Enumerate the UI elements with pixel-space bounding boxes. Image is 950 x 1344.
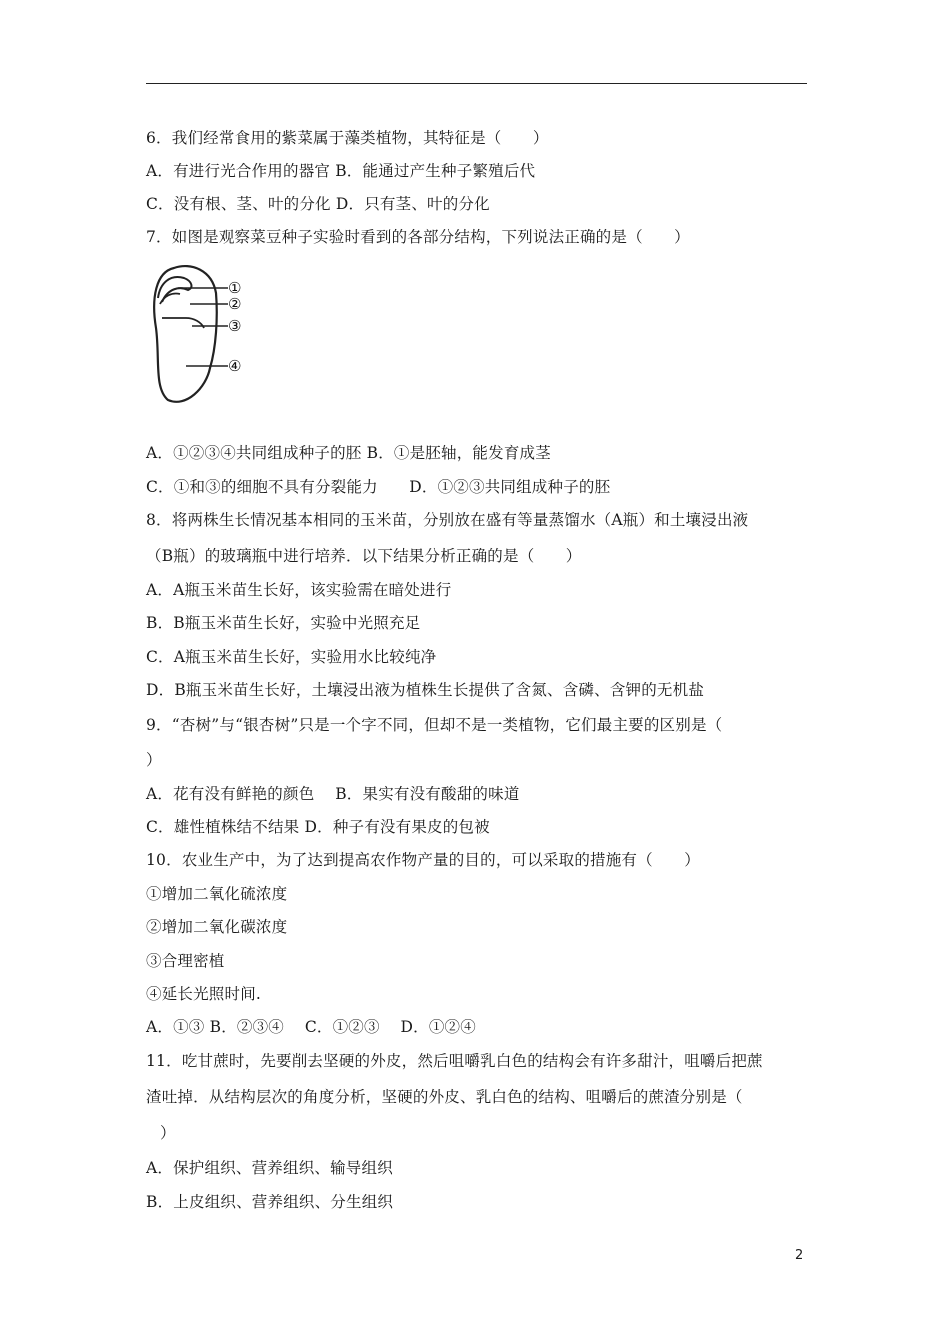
- header-rule: [146, 83, 807, 84]
- seed-outline: [154, 266, 217, 402]
- q11-option-a: A．保护组织、营养组织、输导组织: [146, 1159, 393, 1177]
- q6-options-ab: A．有进行光合作用的器官 B．能通过产生种子繁殖后代: [146, 162, 536, 180]
- q7-stem: 7．如图是观察菜豆种子实验时看到的各部分结构，下列说法正确的是（ ）: [146, 228, 690, 246]
- q10-item-4: ④延长光照时间.: [146, 985, 262, 1003]
- q9-options-ab: A．花有没有鲜艳的颜色 B．果实有没有酸甜的味道: [146, 785, 520, 803]
- q11-option-b: B．上皮组织、营养组织、分生组织: [146, 1193, 394, 1211]
- q8-option-b: B．B瓶玉米苗生长好，实验中光照充足: [146, 614, 421, 632]
- q8-stem-line1: 8．将两株生长情况基本相同的玉米苗，分别放在盛有等量蒸馏水（A瓶）和土壤浸出液: [146, 511, 749, 529]
- q10-item-3: ③合理密植: [146, 952, 225, 970]
- q6-stem: 6．我们经常食用的紫菜属于藻类植物，其特征是（ ）: [146, 129, 549, 147]
- q11-stem-line3: ）: [160, 1124, 176, 1142]
- seed-plumule: [160, 293, 180, 304]
- q6-options-cd: C．没有根、茎、叶的分化 D．只有茎、叶的分化: [146, 195, 490, 213]
- q10-options: A．①③ B．②③④ C．①②③ D．①②④: [146, 1018, 476, 1036]
- figure-label-4: ④: [228, 357, 242, 375]
- q8-option-a: A．A瓶玉米苗生长好，该实验需在暗处进行: [146, 581, 452, 599]
- q10-item-2: ②增加二氧化碳浓度: [146, 918, 288, 936]
- figure-label-2: ②: [228, 295, 242, 313]
- q10-item-1: ①增加二氧化硫浓度: [146, 885, 288, 903]
- q9-options-cd: C．雄性植株结不结果 D．种子有没有果皮的包被: [146, 818, 490, 836]
- q8-option-d: D．B瓶玉米苗生长好，土壤浸出液为植株生长提供了含氮、含磷、含钾的无机盐: [146, 681, 705, 699]
- figure-label-1: ①: [228, 279, 242, 297]
- q9-stem-line1: 9．“杏树”与“银杏树”只是一个字不同，但却不是一类植物，它们最主要的区别是（: [146, 716, 723, 734]
- q11-stem-line2: 渣吐掉．从结构层次的角度分析，坚硬的外皮、乳白色的结构、咀嚼后的蔗渣分别是（: [146, 1088, 743, 1106]
- figure-label-3: ③: [228, 317, 242, 335]
- q9-stem-line2: ）: [146, 751, 162, 769]
- q10-stem: 10．农业生产中，为了达到提高农作物产量的目的，可以采取的措施有（ ）: [146, 851, 700, 869]
- page-number: 2: [795, 1248, 804, 1263]
- q11-stem-line1: 11．吃甘蔗时，先要削去坚硬的外皮，然后咀嚼乳白色的结构会有许多甜汁，咀嚼后把蔗: [146, 1052, 763, 1070]
- q7-options-ab: A．①②③④共同组成种子的胚 B．①是胚轴，能发育成茎: [146, 444, 551, 462]
- q7-options-cd: C．①和③的细胞不具有分裂能力 D．①②③共同组成种子的胚: [146, 478, 611, 496]
- q8-stem-line2: （B瓶）的玻璃瓶中进行培养．以下结果分析正确的是（ ）: [146, 547, 582, 565]
- bean-seed-figure: [146, 258, 256, 410]
- q8-option-c: C．A瓶玉米苗生长好，实验用水比较纯净: [146, 648, 437, 666]
